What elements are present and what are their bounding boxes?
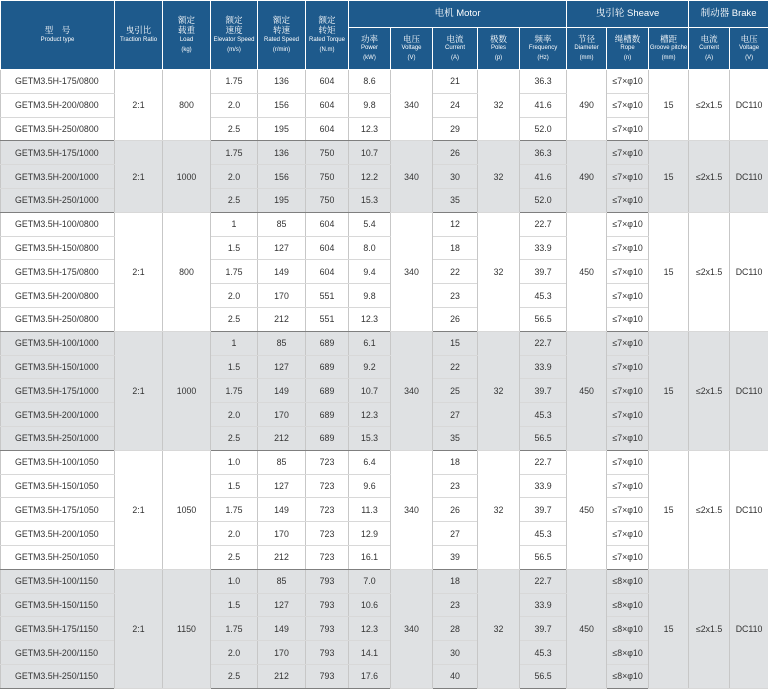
elevator-speed-cell: 1.75	[211, 141, 258, 165]
elevator-speed-cell: 2.5	[211, 545, 258, 569]
power-cell: 12.3	[349, 403, 391, 427]
elevator-speed-cell: 1	[211, 331, 258, 355]
rated-speed-cell: 136	[258, 70, 306, 94]
traction-ratio-cell: 2:1	[115, 212, 163, 331]
table-row	[1, 212, 768, 236]
model-cell: GETM3.5H-200/0800	[1, 284, 115, 308]
rated-torque-cell: 750	[306, 165, 349, 189]
current-cell: 23	[433, 474, 478, 498]
groove-pitch-cell: 15	[649, 450, 689, 569]
rated-speed-cell: 170	[258, 284, 306, 308]
rated-torque-cell: 604	[306, 212, 349, 236]
table-row	[1, 569, 768, 593]
rated-speed-cell: 149	[258, 379, 306, 403]
model-cell: GETM3.5H-100/1050	[1, 450, 115, 474]
rated-torque-cell: 604	[306, 260, 349, 284]
col-voltage: 电压 Voltage (V)	[391, 28, 433, 70]
poles-cell: 32	[478, 569, 520, 688]
rope-cell: ≤7×φ10	[607, 141, 649, 165]
col-elevator-speed: 额定 速度 Elevator Speed (m/s)	[211, 1, 258, 70]
power-cell: 6.4	[349, 450, 391, 474]
power-cell: 6.1	[349, 331, 391, 355]
col-power: 功率 Power (kW)	[349, 28, 391, 70]
rated-speed-cell: 212	[258, 664, 306, 688]
col-rated-speed: 额定 转速 Rated Speed (r/min)	[258, 1, 306, 70]
col-current: 电流 Current (A)	[433, 28, 478, 70]
power-cell: 12.3	[349, 307, 391, 331]
rated-torque-cell: 689	[306, 403, 349, 427]
frequency-cell: 56.5	[520, 426, 567, 450]
rated-speed-cell: 170	[258, 641, 306, 665]
rated-torque-cell: 689	[306, 355, 349, 379]
frequency-cell: 41.6	[520, 93, 567, 117]
rated-speed-cell: 149	[258, 498, 306, 522]
elevator-speed-cell: 1	[211, 212, 258, 236]
traction-ratio-cell: 2:1	[115, 70, 163, 141]
model-cell: GETM3.5H-250/1150	[1, 664, 115, 688]
voltage-cell: 340	[391, 70, 433, 141]
power-cell: 5.4	[349, 212, 391, 236]
rated-torque-cell: 551	[306, 307, 349, 331]
current-cell: 29	[433, 117, 478, 141]
col-product-type: 型 号 Product type	[1, 1, 115, 70]
elevator-speed-cell: 2.5	[211, 664, 258, 688]
frequency-cell: 36.3	[520, 141, 567, 165]
rated-torque-cell: 750	[306, 141, 349, 165]
brake-voltage-cell: DC110	[730, 212, 768, 331]
current-cell: 25	[433, 379, 478, 403]
rope-cell: ≤7×φ10	[607, 307, 649, 331]
power-cell: 10.6	[349, 593, 391, 617]
rated-speed-cell: 85	[258, 331, 306, 355]
elevator-speed-cell: 1.75	[211, 498, 258, 522]
elevator-speed-cell: 2.0	[211, 641, 258, 665]
frequency-cell: 39.7	[520, 379, 567, 403]
rated-speed-cell: 195	[258, 188, 306, 212]
diameter-cell: 490	[567, 70, 607, 141]
model-cell: GETM3.5H-100/1150	[1, 569, 115, 593]
frequency-cell: 45.3	[520, 522, 567, 546]
rated-speed-cell: 127	[258, 474, 306, 498]
frequency-cell: 22.7	[520, 569, 567, 593]
poles-cell: 32	[478, 331, 520, 450]
model-cell: GETM3.5H-200/0800	[1, 93, 115, 117]
rope-cell: ≤7×φ10	[607, 188, 649, 212]
frequency-cell: 45.3	[520, 641, 567, 665]
elevator-speed-cell: 2.0	[211, 403, 258, 427]
current-cell: 15	[433, 331, 478, 355]
rope-cell: ≤7×φ10	[607, 355, 649, 379]
elevator-speed-cell: 1.75	[211, 617, 258, 641]
power-cell: 9.8	[349, 284, 391, 308]
voltage-cell: 340	[391, 331, 433, 450]
rated-speed-cell: 127	[258, 236, 306, 260]
groove-pitch-cell: 15	[649, 212, 689, 331]
rated-speed-cell: 85	[258, 450, 306, 474]
rope-cell: ≤8×φ10	[607, 664, 649, 688]
rope-cell: ≤7×φ10	[607, 212, 649, 236]
current-cell: 22	[433, 260, 478, 284]
frequency-cell: 39.7	[520, 498, 567, 522]
rope-cell: ≤7×φ10	[607, 331, 649, 355]
brake-voltage-cell: DC110	[730, 450, 768, 569]
rated-speed-cell: 85	[258, 212, 306, 236]
model-cell: GETM3.5H-175/1050	[1, 498, 115, 522]
model-cell: GETM3.5H-250/0800	[1, 307, 115, 331]
col-diameter: 节径 Diameter (mm)	[567, 28, 607, 70]
traction-ratio-cell: 2:1	[115, 331, 163, 450]
current-cell: 18	[433, 569, 478, 593]
rope-cell: ≤7×φ10	[607, 260, 649, 284]
elevator-speed-cell: 2.5	[211, 117, 258, 141]
frequency-cell: 52.0	[520, 188, 567, 212]
traction-ratio-cell: 2:1	[115, 141, 163, 212]
rated-torque-cell: 793	[306, 617, 349, 641]
power-cell: 9.4	[349, 260, 391, 284]
power-cell: 8.6	[349, 70, 391, 94]
rated-speed-cell: 156	[258, 93, 306, 117]
current-cell: 35	[433, 426, 478, 450]
col-brake-current: 电流 Current (A)	[689, 28, 730, 70]
rated-speed-cell: 149	[258, 260, 306, 284]
elevator-speed-cell: 2.5	[211, 188, 258, 212]
rope-cell: ≤7×φ10	[607, 117, 649, 141]
rope-cell: ≤7×φ10	[607, 522, 649, 546]
rope-cell: ≤8×φ10	[607, 569, 649, 593]
brake-current-cell: ≤2x1.5	[689, 70, 730, 141]
model-cell: GETM3.5H-250/1050	[1, 545, 115, 569]
brake-voltage-cell: DC110	[730, 569, 768, 688]
current-cell: 27	[433, 403, 478, 427]
frequency-cell: 36.3	[520, 70, 567, 94]
diameter-cell: 490	[567, 141, 607, 212]
elevator-speed-cell: 1.5	[211, 355, 258, 379]
rated-torque-cell: 604	[306, 236, 349, 260]
rated-torque-cell: 689	[306, 379, 349, 403]
current-cell: 22	[433, 355, 478, 379]
voltage-cell: 340	[391, 450, 433, 569]
table-row	[1, 331, 768, 355]
col-traction-ratio: 曳引比 Traction Ratio	[115, 1, 163, 70]
frequency-cell: 33.9	[520, 236, 567, 260]
power-cell: 12.9	[349, 522, 391, 546]
rated-speed-cell: 156	[258, 165, 306, 189]
poles-cell: 32	[478, 212, 520, 331]
current-cell: 18	[433, 236, 478, 260]
brake-current-cell: ≤2x1.5	[689, 331, 730, 450]
voltage-cell: 340	[391, 141, 433, 212]
rated-torque-cell: 793	[306, 641, 349, 665]
rope-cell: ≤7×φ10	[607, 426, 649, 450]
elevator-speed-cell: 1.75	[211, 260, 258, 284]
brake-current-cell: ≤2x1.5	[689, 569, 730, 688]
power-cell: 12.2	[349, 165, 391, 189]
groove-pitch-cell: 15	[649, 141, 689, 212]
diameter-cell: 450	[567, 212, 607, 331]
power-cell: 10.7	[349, 379, 391, 403]
elevator-speed-cell: 1.5	[211, 474, 258, 498]
rated-speed-cell: 212	[258, 545, 306, 569]
current-cell: 39	[433, 545, 478, 569]
col-poles: 极数 Poles (p)	[478, 28, 520, 70]
load-cell: 1000	[163, 331, 211, 450]
rope-cell: ≤7×φ10	[607, 403, 649, 427]
brake-voltage-cell: DC110	[730, 141, 768, 212]
model-cell: GETM3.5H-200/1000	[1, 403, 115, 427]
rope-cell: ≤7×φ10	[607, 70, 649, 94]
rated-speed-cell: 170	[258, 522, 306, 546]
elevator-speed-cell: 1.0	[211, 450, 258, 474]
rated-speed-cell: 127	[258, 593, 306, 617]
frequency-cell: 39.7	[520, 617, 567, 641]
current-cell: 30	[433, 165, 478, 189]
model-cell: GETM3.5H-100/0800	[1, 212, 115, 236]
frequency-cell: 22.7	[520, 331, 567, 355]
poles-cell: 32	[478, 141, 520, 212]
diameter-cell: 450	[567, 450, 607, 569]
brake-current-cell: ≤2x1.5	[689, 450, 730, 569]
rope-cell: ≤7×φ10	[607, 284, 649, 308]
rated-torque-cell: 723	[306, 474, 349, 498]
traction-ratio-cell: 2:1	[115, 450, 163, 569]
table-header	[1, 1, 768, 70]
voltage-cell: 340	[391, 569, 433, 688]
rope-cell: ≤7×φ10	[607, 545, 649, 569]
rated-torque-cell: 793	[306, 664, 349, 688]
power-cell: 14.1	[349, 641, 391, 665]
voltage-cell: 340	[391, 212, 433, 331]
load-cell: 800	[163, 70, 211, 141]
current-cell: 27	[433, 522, 478, 546]
rope-cell: ≤7×φ10	[607, 474, 649, 498]
rated-speed-cell: 195	[258, 117, 306, 141]
current-cell: 26	[433, 307, 478, 331]
power-cell: 15.3	[349, 188, 391, 212]
frequency-cell: 41.6	[520, 165, 567, 189]
current-cell: 30	[433, 641, 478, 665]
rope-cell: ≤8×φ10	[607, 593, 649, 617]
group-brake: 制动器 Brake	[689, 1, 768, 28]
load-cell: 1150	[163, 569, 211, 688]
model-cell: GETM3.5H-175/1000	[1, 141, 115, 165]
model-cell: GETM3.5H-150/1150	[1, 593, 115, 617]
frequency-cell: 33.9	[520, 474, 567, 498]
power-cell: 16.1	[349, 545, 391, 569]
rated-speed-cell: 170	[258, 403, 306, 427]
model-cell: GETM3.5H-100/1000	[1, 331, 115, 355]
rated-torque-cell: 723	[306, 450, 349, 474]
power-cell: 7.0	[349, 569, 391, 593]
frequency-cell: 45.3	[520, 403, 567, 427]
table-body	[1, 70, 768, 689]
elevator-speed-cell: 1.0	[211, 569, 258, 593]
model-cell: GETM3.5H-150/1000	[1, 355, 115, 379]
rated-torque-cell: 793	[306, 593, 349, 617]
current-cell: 28	[433, 617, 478, 641]
rated-torque-cell: 689	[306, 331, 349, 355]
diameter-cell: 450	[567, 569, 607, 688]
col-frequency: 频率 Frequency (Hz)	[520, 28, 567, 70]
traction-ratio-cell: 2:1	[115, 569, 163, 688]
group-motor: 电机 Motor	[349, 1, 567, 28]
current-cell: 12	[433, 212, 478, 236]
rated-speed-cell: 212	[258, 307, 306, 331]
power-cell: 12.3	[349, 117, 391, 141]
table-row	[1, 141, 768, 165]
power-cell: 15.3	[349, 426, 391, 450]
load-cell: 1050	[163, 450, 211, 569]
frequency-cell: 52.0	[520, 117, 567, 141]
frequency-cell: 56.5	[520, 664, 567, 688]
diameter-cell: 450	[567, 331, 607, 450]
frequency-cell: 33.9	[520, 593, 567, 617]
rated-torque-cell: 723	[306, 498, 349, 522]
groove-pitch-cell: 15	[649, 331, 689, 450]
model-cell: GETM3.5H-200/1150	[1, 641, 115, 665]
poles-cell: 32	[478, 450, 520, 569]
current-cell: 24	[433, 93, 478, 117]
rope-cell: ≤7×φ10	[607, 236, 649, 260]
rated-speed-cell: 149	[258, 617, 306, 641]
power-cell: 8.0	[349, 236, 391, 260]
brake-current-cell: ≤2x1.5	[689, 212, 730, 331]
elevator-speed-cell: 2.0	[211, 165, 258, 189]
model-cell: GETM3.5H-175/0800	[1, 260, 115, 284]
rated-torque-cell: 604	[306, 117, 349, 141]
model-cell: GETM3.5H-200/1000	[1, 165, 115, 189]
power-cell: 9.8	[349, 93, 391, 117]
model-cell: GETM3.5H-250/0800	[1, 117, 115, 141]
rated-torque-cell: 689	[306, 426, 349, 450]
frequency-cell: 56.5	[520, 307, 567, 331]
load-cell: 800	[163, 212, 211, 331]
current-cell: 40	[433, 664, 478, 688]
rope-cell: ≤7×φ10	[607, 165, 649, 189]
brake-voltage-cell: DC110	[730, 331, 768, 450]
current-cell: 26	[433, 498, 478, 522]
frequency-cell: 22.7	[520, 212, 567, 236]
power-cell: 17.6	[349, 664, 391, 688]
rated-speed-cell: 136	[258, 141, 306, 165]
rated-torque-cell: 604	[306, 93, 349, 117]
power-cell: 9.6	[349, 474, 391, 498]
frequency-cell: 22.7	[520, 450, 567, 474]
brake-voltage-cell: DC110	[730, 70, 768, 141]
col-rope: 绳槽数 Rope (n)	[607, 28, 649, 70]
frequency-cell: 56.5	[520, 545, 567, 569]
col-groove-pitch: 槽距 Groove pitche (mm)	[649, 28, 689, 70]
rope-cell: ≤7×φ10	[607, 498, 649, 522]
current-cell: 23	[433, 593, 478, 617]
current-cell: 26	[433, 141, 478, 165]
rated-speed-cell: 127	[258, 355, 306, 379]
rope-cell: ≤7×φ10	[607, 93, 649, 117]
table-row	[1, 70, 768, 94]
rope-cell: ≤7×φ10	[607, 379, 649, 403]
frequency-cell: 45.3	[520, 284, 567, 308]
current-cell: 35	[433, 188, 478, 212]
power-cell: 10.7	[349, 141, 391, 165]
rope-cell: ≤8×φ10	[607, 617, 649, 641]
col-load: 额定 载重 Load (kg)	[163, 1, 211, 70]
table-row	[1, 450, 768, 474]
rated-torque-cell: 750	[306, 188, 349, 212]
col-brake-voltage: 电压 Voltage (V)	[730, 28, 768, 70]
elevator-speed-cell: 2.5	[211, 307, 258, 331]
power-cell: 11.3	[349, 498, 391, 522]
poles-cell: 32	[478, 70, 520, 141]
model-cell: GETM3.5H-175/1150	[1, 617, 115, 641]
power-cell: 12.3	[349, 617, 391, 641]
current-cell: 21	[433, 70, 478, 94]
elevator-speed-cell: 1.75	[211, 379, 258, 403]
elevator-speed-cell: 2.0	[211, 522, 258, 546]
model-cell: GETM3.5H-250/1000	[1, 426, 115, 450]
frequency-cell: 33.9	[520, 355, 567, 379]
power-cell: 9.2	[349, 355, 391, 379]
current-cell: 18	[433, 450, 478, 474]
load-cell: 1000	[163, 141, 211, 212]
model-cell: GETM3.5H-175/0800	[1, 70, 115, 94]
current-cell: 23	[433, 284, 478, 308]
col-rated-torque: 额定 转矩 Rated Torque (N.m)	[306, 1, 349, 70]
rated-torque-cell: 793	[306, 569, 349, 593]
rope-cell: ≤7×φ10	[607, 450, 649, 474]
rated-torque-cell: 551	[306, 284, 349, 308]
rope-cell: ≤8×φ10	[607, 641, 649, 665]
elevator-speed-cell: 1.75	[211, 70, 258, 94]
group-sheave: 曳引轮 Sheave	[567, 1, 689, 28]
groove-pitch-cell: 15	[649, 569, 689, 688]
groove-pitch-cell: 15	[649, 70, 689, 141]
model-cell: GETM3.5H-175/1000	[1, 379, 115, 403]
rated-torque-cell: 604	[306, 70, 349, 94]
rated-speed-cell: 212	[258, 426, 306, 450]
model-cell: GETM3.5H-150/0800	[1, 236, 115, 260]
model-cell: GETM3.5H-250/1000	[1, 188, 115, 212]
frequency-cell: 39.7	[520, 260, 567, 284]
elevator-speed-cell: 2.0	[211, 93, 258, 117]
elevator-speed-cell: 2.0	[211, 284, 258, 308]
rated-torque-cell: 723	[306, 545, 349, 569]
model-cell: GETM3.5H-150/1050	[1, 474, 115, 498]
elevator-speed-cell: 1.5	[211, 236, 258, 260]
rated-torque-cell: 723	[306, 522, 349, 546]
rated-speed-cell: 85	[258, 569, 306, 593]
model-cell: GETM3.5H-200/1050	[1, 522, 115, 546]
elevator-speed-cell: 2.5	[211, 426, 258, 450]
brake-current-cell: ≤2x1.5	[689, 141, 730, 212]
elevator-speed-cell: 1.5	[211, 593, 258, 617]
